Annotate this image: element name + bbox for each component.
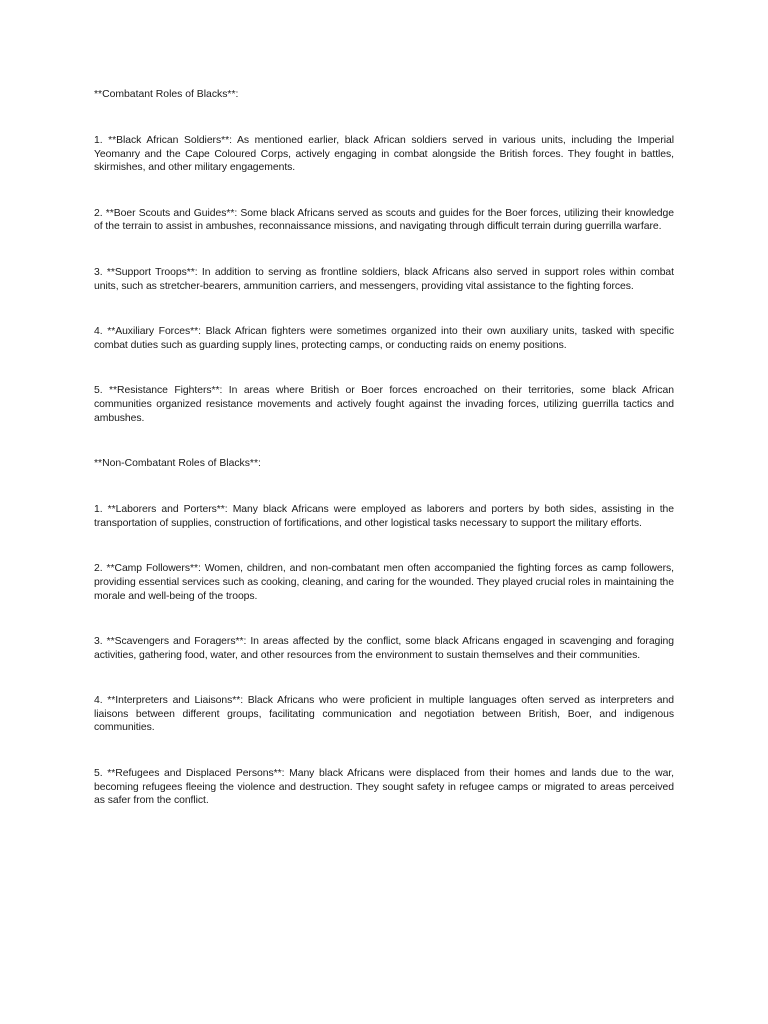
document-body (94, 88, 674, 808)
paragraph-auxiliary-forces: 4. **Auxiliary Forces**: Black African fighters were sometimes organized into their own auxiliary units, tasked with specific combat duties such as guarding supply lines, protecting camps, or conducting raids on enemy positions. (94, 326, 674, 351)
paragraph-boer-scouts-and-guides: 2. **Boer Scouts and Guides**: Some black Africans served as scouts and guides for the Boer forces, utilizing their knowledge of the terrain to assist in ambushes, reconnaissance missions, and navigating through difficult terrain during guerrilla warfare. (94, 207, 674, 233)
section-heading-non-combatant: **Non-Combatant Roles of Blacks**: (94, 458, 261, 470)
section-heading-combatant: **Combatant Roles of Blacks**: (94, 89, 239, 100)
paragraph-black-african-soldiers: 1. **Black African Soldiers**: As mentioned earlier, black African soldiers served in various units, including the Imperial Yeomanry and the Cape Coloured Corps, actively engaging in combat alongside the British forces. They fought in battles, skirmishes, and other military engagements. (94, 135, 674, 174)
paragraph-camp-followers: 2. **Camp Followers**: Women, children, and non-combatant men often accompanied the fighting forces as camp followers, providing essential services such as cooking, cleaning, and caring for the wounded. They played crucial roles in maintaining the morale and well-being of the troops. (94, 563, 674, 602)
paragraph-refugees-and-displaced-persons: 5. **Refugees and Displaced Persons**: Many black Africans were displaced from their homes and lands due to the war, becoming refugees fleeing the violence and destruction. They sought safety in refugee camps or migrated to areas perceived as safer from the conflict. (94, 768, 674, 807)
paragraph-support-troops: 3. **Support Troops**: In addition to serving as frontline soldiers, black Africans also served in support roles within combat units, such as stretcher-bearers, ammunition carriers, and messengers, providing vital assistance to the fighting forces. (94, 266, 674, 292)
paragraph-laborers-and-porters: 1. **Laborers and Porters**: Many black Africans were employed as laborers and porters by both sides, assisting in the transportation of supplies, construction of fortifications, and other logistical tasks necessary to support the military efforts. (94, 504, 674, 529)
paragraph-scavengers-and-foragers: 3. **Scavengers and Foragers**: In areas affected by the conflict, some black Africans engaged in scavenging and foraging activities, gathering food, water, and other resources from the environment to sustain themselves and their communities. (94, 636, 674, 661)
paragraph-interpreters-and-liaisons: 4. **Interpreters and Liaisons**: Black Africans who were proficient in multiple languages often served as interpreters and liaisons between different groups, facilitating communication and negotiation between British, Boer, and indigenous communities. (94, 695, 674, 734)
paragraph-resistance-fighters: 5. **Resistance Fighters**: In areas where British or Boer forces encroached on their territories, some black African communities organized resistance movements and actively fought against the invading forces, utilizing guerrilla tactics and ambushes. (94, 385, 674, 424)
